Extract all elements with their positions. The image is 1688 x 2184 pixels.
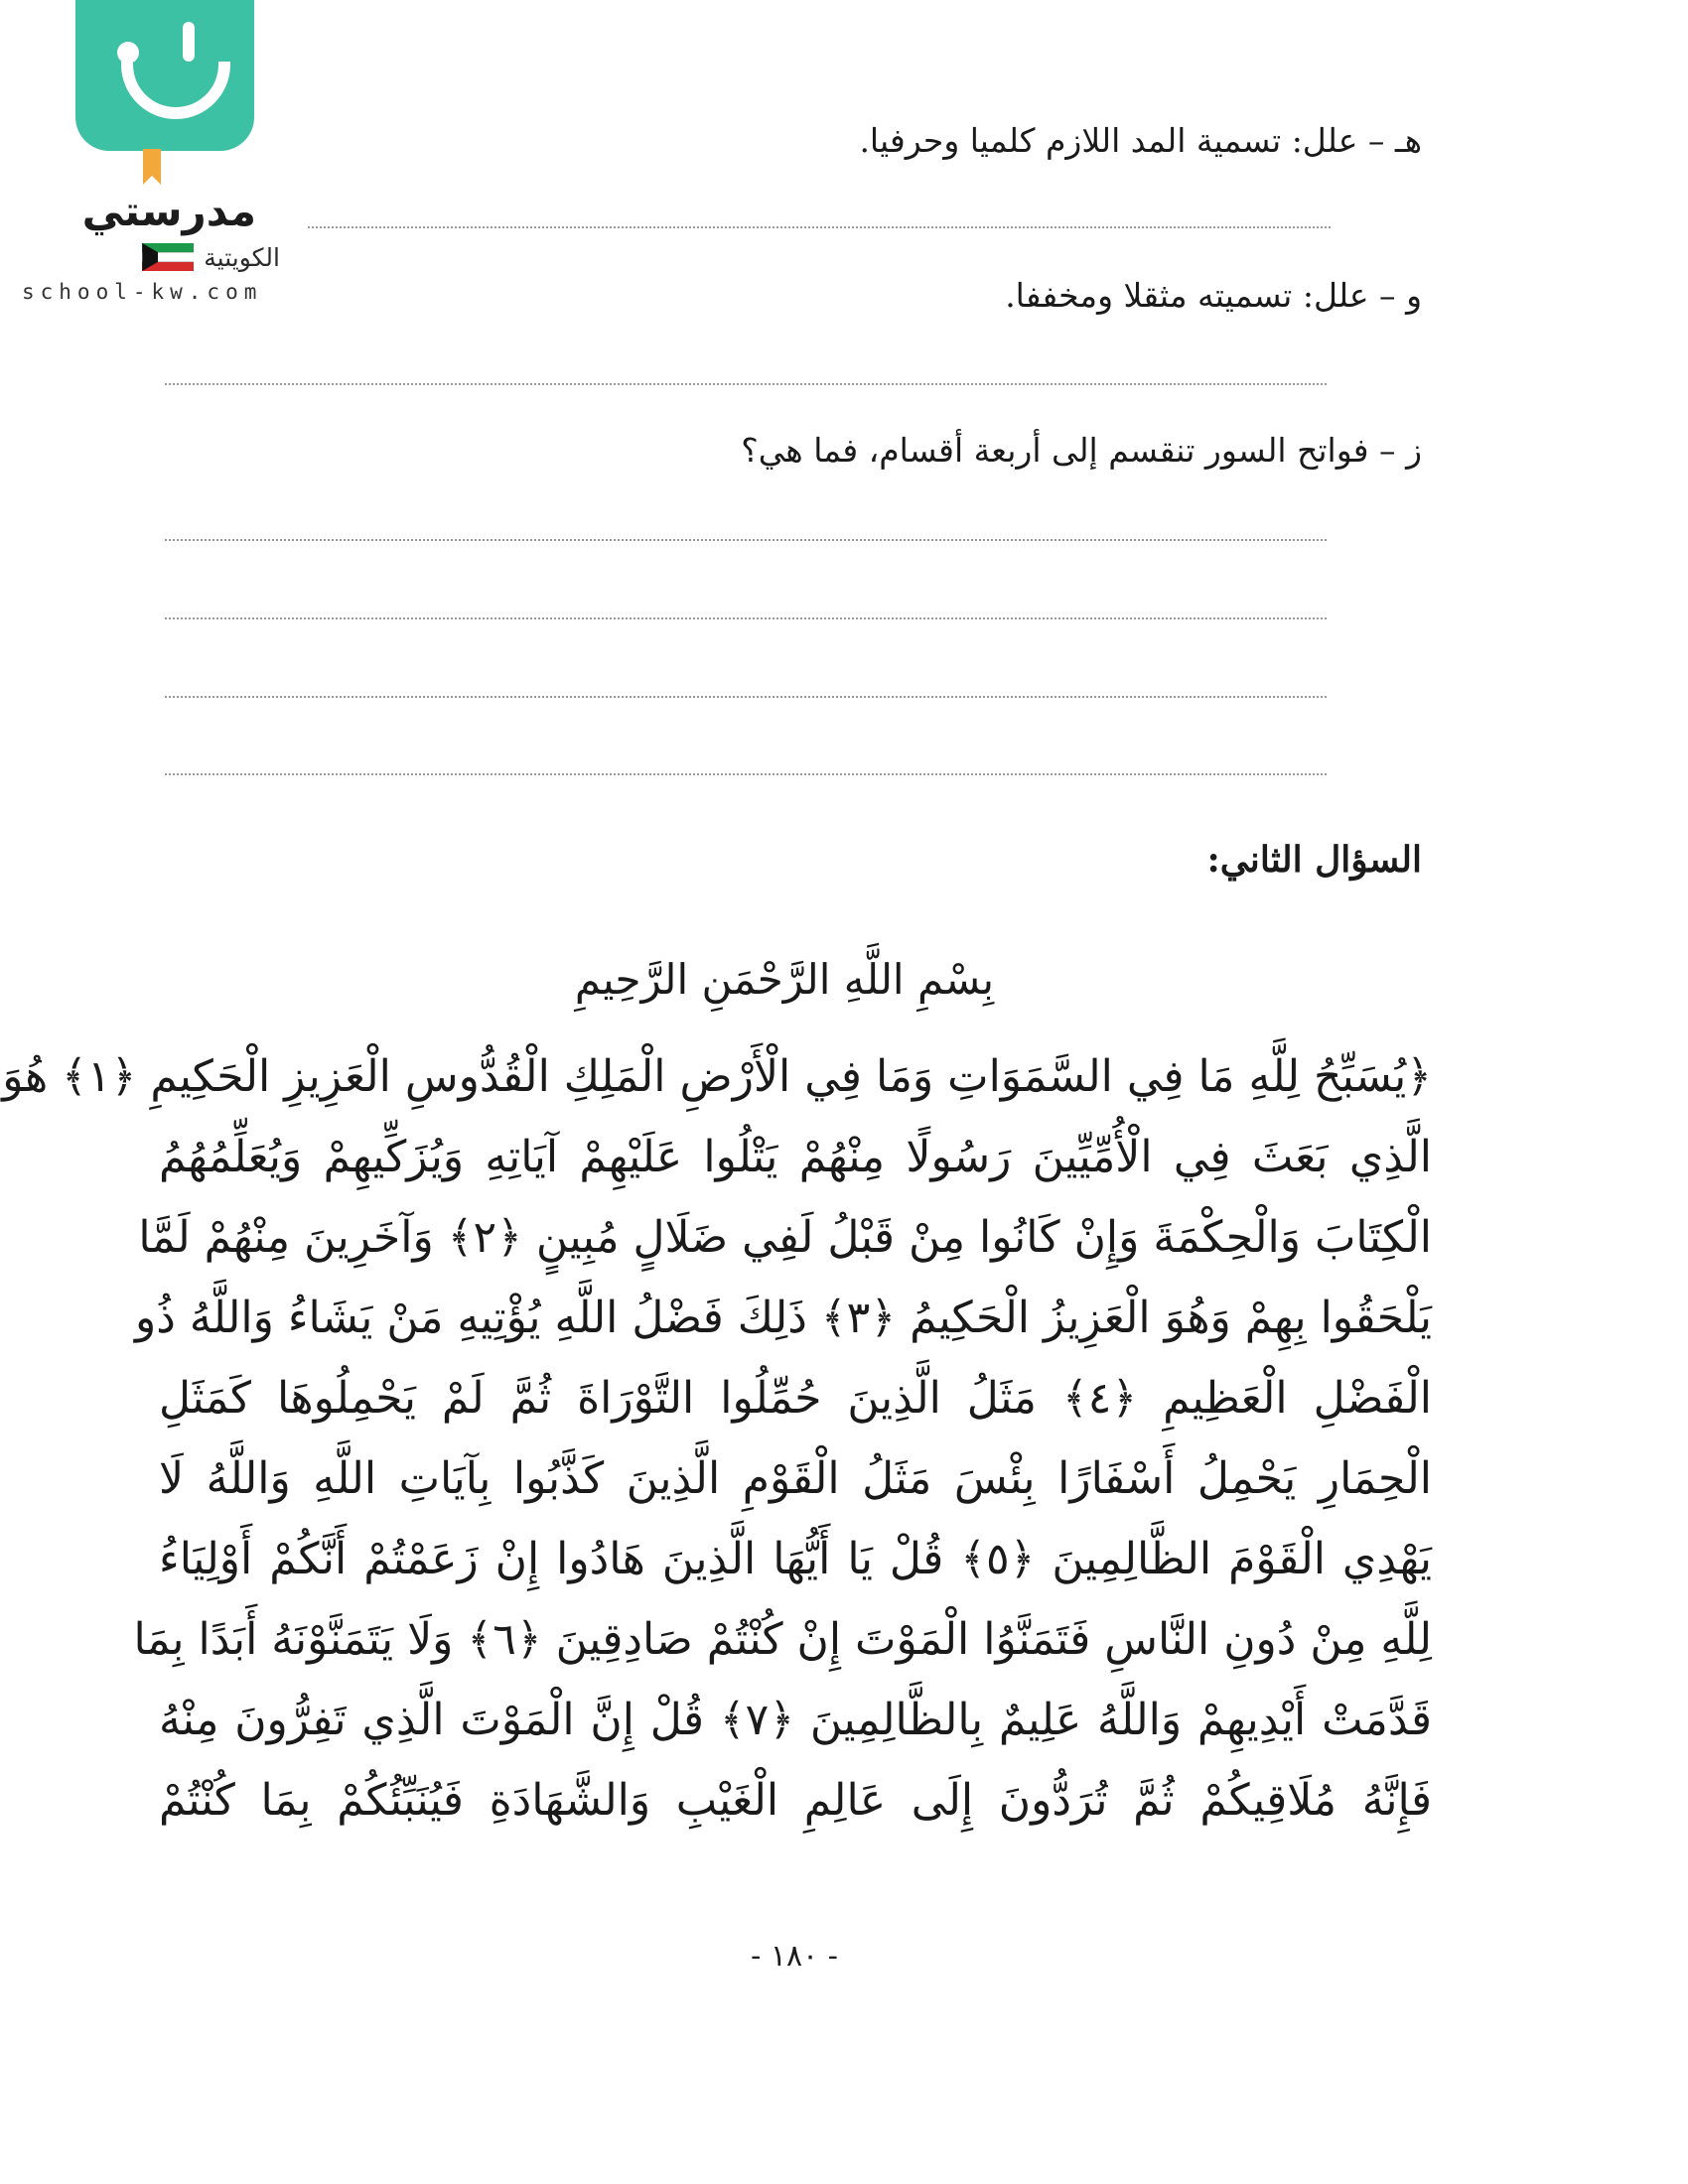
question-w: و – علل: تسميته مثقلا ومخففا. xyxy=(1005,276,1422,315)
quran-line: يَلْحَقُوا بِهِمْ وَهُوَ الْعَزِيزُ الْحَكِيمُ ﴿٣﴾ ذَلِكَ فَضْلُ اللَّهِ يُؤْتِيهِ مَنْ يَشَاءُ وَاللَّهُ ذُو xyxy=(134,1293,1432,1343)
quran-line: الْفَضْلِ الْعَظِيمِ ﴿٤﴾ مَثَلُ الَّذِينَ حُمِّلُوا التَّوْرَاةَ ثُمَّ لَمْ يَحْمِلُوهَا كَمَثَلِ xyxy=(159,1373,1433,1424)
kuwait-flag-icon xyxy=(142,243,194,271)
page-number: - ١٨٠ - xyxy=(751,1939,838,1974)
logo-name: مدرستي xyxy=(81,187,256,235)
question-h: هـ – علل: تسمية المد اللازم كلميا وحرفيا. xyxy=(859,121,1422,160)
quran-line: يَهْدِي الْقَوْمَ الظَّالِمِينَ ﴿٥﴾ قُلْ يَا أَيُّهَا الَّذِينَ هَادُوا إِنْ زَعَمْتُمْ أَنَّكُمْ أَوْلِيَاءُ xyxy=(159,1534,1432,1584)
quran-line: قَدَّمَتْ أَيْدِيهِمْ وَاللَّهُ عَلِيمٌ بِالظَّالِمِينَ ﴿٧﴾ قُلْ إِنَّ الْمَوْتَ الَّذِي تَفِرُّونَ مِنْهُ xyxy=(159,1695,1432,1745)
answer-line[interactable] xyxy=(165,773,1327,775)
quran-line: لِلَّهِ مِنْ دُونِ النَّاسِ فَتَمَنَّوُا الْمَوْتَ إِنْ كُنْتُمْ صَادِقِينَ ﴿٦﴾ وَلَا يَتَمَنَّوْنَهُ أَبَدًا بِمَا xyxy=(133,1614,1432,1665)
quran-passage xyxy=(2,1036,1433,1922)
basmala: بِسْمِ اللَّهِ الرَّحْمَنِ الرَّحِيمِ xyxy=(574,955,995,1004)
quran-line: الَّذِي بَعَثَ فِي الْأُمِّيِّينَ رَسُولًا مِنْهُمْ يَتْلُوا عَلَيْهِمْ آيَاتِهِ وَيُزَكِّيهِمْ وَيُعَلِّمُهُمُ xyxy=(159,1132,1432,1182)
question-letter: هـ xyxy=(1394,121,1422,160)
question-letter: و xyxy=(1406,276,1422,315)
answer-line[interactable] xyxy=(165,696,1327,698)
quran-line: الْكِتَابَ وَالْحِكْمَةَ وَإِنْ كَانُوا مِنْ قَبْلُ لَفِي ضَلَالٍ مُبِينٍ ﴿٢﴾ وَآخَرِينَ مِنْهُمْ لَمَّا xyxy=(138,1212,1432,1263)
question-text: علل: تسمية المد اللازم كلميا وحرفيا. xyxy=(859,121,1358,160)
answer-line[interactable] xyxy=(165,383,1327,385)
question-text: علل: تسميته مثقلا ومخففا. xyxy=(1005,276,1369,315)
question-z: ز – فواتح السور تنقسم إلى أربعة أقسام، فما هي؟ xyxy=(741,431,1422,470)
book-face-icon xyxy=(75,0,254,151)
answer-line[interactable] xyxy=(308,226,1331,228)
quran-line: الْحِمَارِ يَحْمِلُ أَسْفَارًا بِئْسَ مَثَلُ الْقَوْمِ الَّذِينَ كَذَّبُوا بِآيَاتِ اللَّهِ وَاللَّهُ لَا xyxy=(159,1453,1432,1504)
quran-line: ﴿يُسَبِّحُ لِلَّهِ مَا فِي السَّمَوَاتِ وَمَا فِي الْأَرْضِ الْمَلِكِ الْقُدُّوسِ الْعَزِيزِ الْحَكِيمِ ﴿١﴾ هُوَ xyxy=(2,1051,1432,1102)
second-question-title: السؤال الثاني: xyxy=(1206,839,1422,881)
bookmark-ribbon-icon xyxy=(143,149,161,185)
question-letter: ز xyxy=(1406,431,1422,470)
answer-line[interactable] xyxy=(165,617,1327,619)
quran-line: فَإِنَّهُ مُلَاقِيكُمْ ثُمَّ تُرَدُّونَ إِلَى عَالِمِ الْغَيْبِ وَالشَّهَادَةِ فَيُنَبِّئُكُمْ بِمَا كُنْتُمْ xyxy=(159,1775,1432,1826)
logo-subtitle: الكويتية xyxy=(204,242,280,272)
logo-url: school-kw.com xyxy=(22,280,263,304)
answer-line[interactable] xyxy=(165,539,1327,541)
question-text: فواتح السور تنقسم إلى أربعة أقسام، فما هي؟ xyxy=(741,431,1369,470)
